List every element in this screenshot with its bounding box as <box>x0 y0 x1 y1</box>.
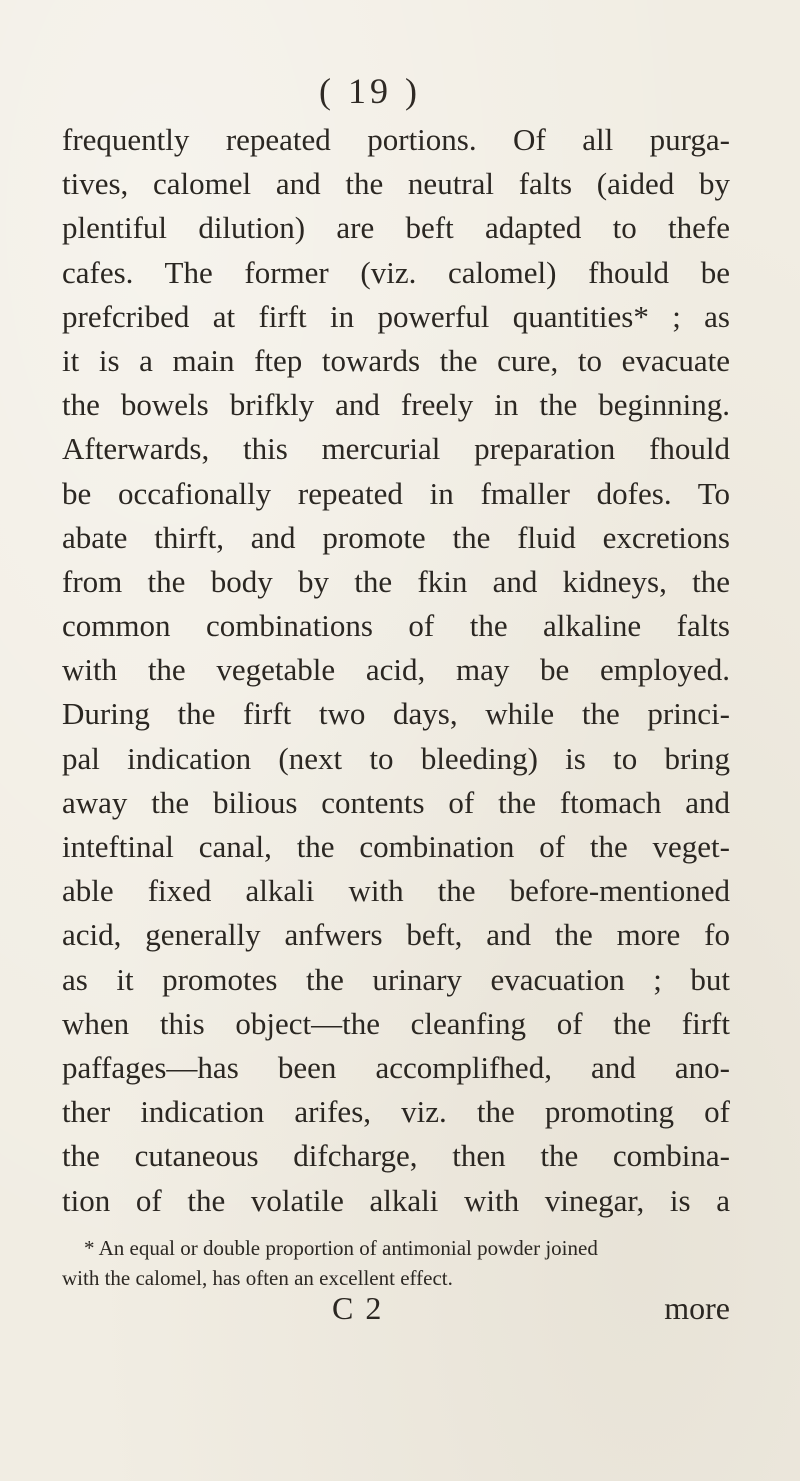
text-line: cafes. The former (viz. calomel) fhould be <box>62 254 730 290</box>
text-line: able fixed alkali with the before-mentioned <box>62 873 730 909</box>
text-line: when this object—the cleanfing of the firft <box>62 1005 730 1041</box>
footnote-line: with the calomel, has often an excellent effect. <box>62 1266 453 1290</box>
text-line: away the bilious contents of the ftomach and <box>62 784 730 820</box>
text-line: common combinations of the alkaline falts <box>62 608 730 644</box>
text-line: with the vegetable acid, may be employed. <box>62 652 730 688</box>
body-text <box>62 118 730 1223</box>
text-line: acid, generally anfwers beft, and the more fo <box>62 917 730 953</box>
text-line: as it promotes the urinary evacuation ; but <box>62 961 730 997</box>
text-line: During the firft two days, while the princi- <box>62 696 730 732</box>
catchword: more <box>664 1290 730 1326</box>
text-line: the cutaneous difcharge, then the combina- <box>62 1138 730 1174</box>
text-line: abate thirft, and promote the fluid excretions <box>62 519 730 555</box>
text-line: tives, calomel and the neutral falts (aided by <box>62 166 730 202</box>
text-line: tion of the volatile alkali with vinegar, is a <box>62 1182 730 1218</box>
text-line: Afterwards, this mercurial preparation fhould <box>62 431 730 467</box>
text-line: ther indication arifes, viz. the promoting of <box>62 1094 730 1130</box>
text-line: paffages—has been accomplifhed, and ano- <box>62 1049 730 1085</box>
page-number: ( 19 ) <box>319 71 421 111</box>
text-line: frequently repeated portions. Of all purga- <box>62 122 730 157</box>
text-line: the bowels brifkly and freely in the beginning. <box>62 387 730 423</box>
text-line: it is a main ftep towards the cure, to evacuate <box>62 342 730 378</box>
text-line: from the body by the fkin and kidneys, the <box>62 563 730 599</box>
text-line: be occafionally repeated in fmaller dofes. To <box>62 475 730 511</box>
footnote <box>62 1233 730 1293</box>
signature-mark: C 2 <box>332 1290 384 1326</box>
text-line: inteftinal canal, the combination of the veget- <box>62 829 730 864</box>
page-footer <box>62 1290 730 1334</box>
text-line: plentiful dilution) are beft adapted to thefe <box>62 210 730 246</box>
footnote-line: * An equal or double proportion of antimonial powder joined <box>84 1236 598 1260</box>
text-line: pal indication (next to bleeding) is to bring <box>62 740 730 776</box>
text-line: prefcribed at firft in powerful quantities* ; as <box>62 298 730 334</box>
